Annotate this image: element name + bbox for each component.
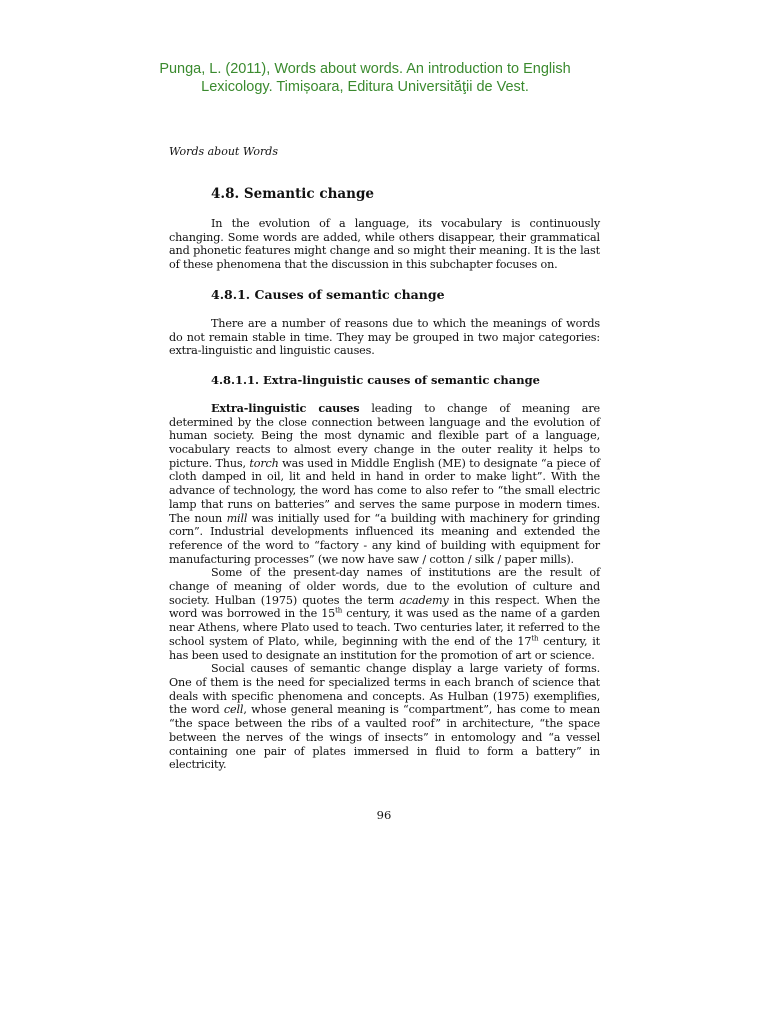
term-extra-linguistic-causes: Extra-linguistic causes [211,400,360,415]
term-cell: cell [223,703,244,717]
paragraph-social-causes: Social causes of semantic change display a large variety of forms. One of them is the need for specialized terms in each branch of science that deals with specific phenomena and concepts. As Hulban (1975) exemplifies, the word cell, whose general meaning is “compartment”, has come to mean “the space between the ribs of a vaulted roof” in architecture, “the space between the nerves of the wings of insects” in entomology and “a vessel containing one pair of plates immersed in fluid to form a battery” in electricity. [169,662,601,772]
page-number: 96 [376,808,392,822]
term-torch: torch [249,456,279,470]
section-heading: 4.8. Semantic change [211,186,374,202]
subsection-heading: 4.8.1. Causes of semantic change [211,286,445,302]
citation-header [0,60,730,96]
citation-line-1: Punga, L. (2011), Words about words. An introduction to English [159,61,571,77]
page-body [169,186,600,772]
paragraph-institutions: Some of the present-day names of institutions are the result of change of meaning of older words, due to the evolution of culture and society. Hulban (1975) quotes the term academy in this respect. When the word was borrowed in the 15th century, it was used as the name of a garden near Athens, where Plato used to teach. Two centuries later, it referred to the school system of Plato, while, beginning with the end of the 17th century, it has been used to designate an institution for the promotion of art or science. [169,566,600,662]
paragraph-extra-linguistic: Extra-linguistic causes leading to change of meaning are determined by the close connection between language and the evolution of human society. Being the most dynamic and flexible part of a language, vocabulary reacts to almost every change in the outer reality it helps to picture. Thus, torch was used in Middle English (ME) to designate “a piece of cloth damped in oil, lit and held in hand in order to make light”. With the advance of technology, the word has come to also refer to “the small electric lamp that runs on batteries” and serves the same purpose in modern times. The noun mill was initially used for “a building with machinery for grinding corn”. Industrial developments influenced its meaning and extended the reference of the word to “factory - any kind of building with equipment for manufacturing processes” (we now have saw / cotton / silk / paper mills). [169,400,601,566]
citation-line-2: Lexicology. Timișoara, Editura Universităţii de Vest. [201,79,529,95]
running-head: Words about Words [169,145,278,158]
term-academy: academy [399,593,449,607]
term-mill: mill [226,511,248,525]
intro-paragraph: In the evolution of a language, its vocabulary is continuously changing. Some words are added, while others disappear, their grammatical and phonetic features might change and so might their meaning. It is the last of these phenomena that the discussion in this subchapter focuses on. [169,217,600,272]
subsubsection-heading: 4.8.1.1. Extra-linguistic causes of semantic change [211,372,540,387]
causes-paragraph: There are a number of reasons due to which the meanings of words do not remain stable in time. They may be grouped in two major categories: extra-linguistic and linguistic causes. [169,316,600,358]
